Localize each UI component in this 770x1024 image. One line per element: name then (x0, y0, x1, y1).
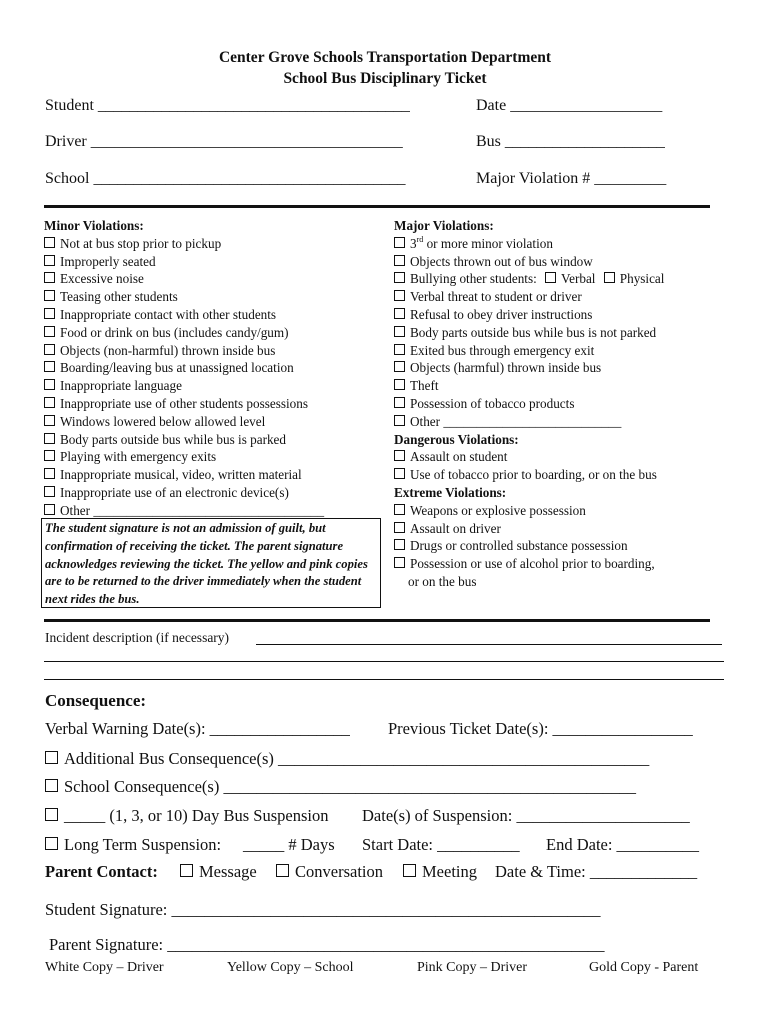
checkbox[interactable] (180, 864, 193, 877)
checkbox[interactable] (394, 397, 405, 408)
checkbox[interactable] (44, 290, 55, 301)
additional-bus-consequence-field[interactable]: Additional Bus Consequence(s) _____________________________________________ (45, 749, 649, 769)
long-term-suspension-field[interactable]: Long Term Suspension: (45, 835, 221, 855)
bus-field[interactable]: Bus ____________________ (476, 133, 665, 150)
checkbox[interactable] (394, 308, 405, 319)
section-divider (44, 619, 710, 622)
checkbox[interactable] (394, 361, 405, 372)
school-consequence-field[interactable]: School Consequence(s) __________________________________________________ (45, 777, 636, 797)
checkbox[interactable] (44, 308, 55, 319)
student-field[interactable]: Student _______________________________________ (45, 97, 410, 114)
checkbox-item[interactable]: Weapons or explosive possession (394, 502, 664, 520)
checkbox-item[interactable]: Theft (394, 377, 664, 395)
checkbox[interactable] (394, 539, 405, 550)
checkbox[interactable] (394, 272, 405, 283)
checkbox[interactable] (44, 397, 55, 408)
major-violation-number-field[interactable]: Major Violation # _________ (476, 170, 667, 187)
checkbox-item[interactable]: Use of tobacco prior to boarding, or on the bus (394, 466, 664, 484)
checkbox-item[interactable]: Objects (non-harmful) thrown inside bus (44, 342, 324, 360)
parent-signature-field[interactable]: Parent Signature: _____________________________________________________ (49, 935, 605, 954)
minor-violations-column (44, 217, 324, 520)
suspension-dates-field[interactable]: Date(s) of Suspension: _____________________ (362, 806, 690, 825)
checkbox-item[interactable]: Verbal threat to student or driver (394, 288, 664, 306)
incident-line[interactable] (44, 661, 724, 662)
checkbox[interactable] (44, 361, 55, 372)
checkbox-item[interactable]: Body parts outside bus while bus is parked (44, 431, 324, 449)
section-divider (44, 205, 710, 208)
checkbox-item[interactable]: Objects thrown out of bus window (394, 253, 664, 271)
checkbox-item[interactable]: Inappropriate use of an electronic device(s) (44, 484, 324, 502)
contact-date-time-field[interactable]: Date & Time: _____________ (495, 862, 698, 881)
conversation-option[interactable]: Conversation (276, 862, 383, 882)
checkbox[interactable] (44, 344, 55, 355)
long-term-days-field[interactable]: _____ # Days (243, 835, 335, 854)
minor-violations-heading: Minor Violations: (44, 218, 144, 233)
checkbox-item[interactable]: Playing with emergency exits (44, 448, 324, 466)
incident-line[interactable] (256, 644, 722, 645)
checkbox-item[interactable]: Food or drink on bus (includes candy/gum) (44, 324, 324, 342)
checkbox[interactable] (44, 504, 55, 515)
checkbox-item[interactable]: Inappropriate language (44, 377, 324, 395)
bus-suspension-field[interactable]: _____ (1, 3, or 10) Day Bus Suspension (45, 806, 328, 826)
gold-copy-label: Gold Copy - Parent (589, 960, 699, 975)
checkbox[interactable] (44, 272, 55, 283)
checkbox-item[interactable]: Drugs or controlled substance possession (394, 537, 664, 555)
checkbox[interactable] (44, 450, 55, 461)
checkbox-physical[interactable] (604, 272, 615, 283)
checkbox[interactable] (394, 504, 405, 515)
checkbox[interactable] (394, 379, 405, 390)
checkbox[interactable] (394, 522, 405, 533)
checkbox-item[interactable]: Assault on driver (394, 520, 664, 538)
checkbox-item[interactable]: Assault on student (394, 448, 664, 466)
checkbox[interactable] (44, 255, 55, 266)
incident-description-label: Incident description (if necessary) (45, 630, 230, 645)
checkbox-item[interactable]: Bullying other students: Verbal Physical (394, 270, 664, 288)
meeting-option[interactable]: Meeting (403, 862, 477, 882)
checkbox-item-other[interactable]: Other ___________________________________ (44, 502, 324, 520)
checkbox[interactable] (44, 379, 55, 390)
checkbox[interactable] (394, 290, 405, 301)
checkbox[interactable] (394, 237, 405, 248)
form-department-title: Center Grove Schools Transportation Department (218, 49, 552, 66)
checkbox[interactable] (394, 415, 405, 426)
checkbox-item[interactable]: Inappropriate use of other students possessions (44, 395, 324, 413)
checkbox[interactable] (44, 237, 55, 248)
checkbox[interactable] (403, 864, 416, 877)
checkbox[interactable] (276, 864, 289, 877)
checkbox[interactable] (45, 837, 58, 850)
checkbox[interactable] (394, 255, 405, 266)
checkbox-item[interactable]: Inappropriate musical, video, written material (44, 466, 324, 484)
checkbox-item-other[interactable]: Other ___________________________ (394, 413, 664, 431)
checkbox[interactable] (394, 344, 405, 355)
checkbox[interactable] (45, 808, 58, 821)
checkbox-item[interactable]: Refusal to obey driver instructions (394, 306, 664, 324)
checkbox-item[interactable]: Objects (harmful) thrown inside bus (394, 359, 664, 377)
school-field[interactable]: School _______________________________________ (45, 170, 406, 187)
checkbox-item[interactable]: Possession or use of alcohol prior to boarding, (394, 555, 664, 573)
date-field[interactable]: Date ___________________ (476, 97, 663, 114)
checkbox[interactable] (45, 751, 58, 764)
checkbox-item[interactable]: Possession of tobacco products (394, 395, 664, 413)
major-violations-column (394, 217, 664, 591)
signature-notice: The student signature is not an admission of guilt, but confirmation of receiving the ticket. The parent signature acknowledges reviewing the ticket. The yellow and pink copies are to be returned to the driver immediately when the student next rides the bus. (41, 518, 381, 608)
item-continuation: or on the bus (408, 573, 477, 589)
end-date-field[interactable]: End Date: __________ (546, 835, 700, 854)
checkbox[interactable] (44, 433, 55, 444)
checkbox-item[interactable]: Body parts outside bus while bus is not parked (394, 324, 664, 342)
major-violations-heading: Major Violations: (394, 218, 494, 233)
pink-copy-label: Pink Copy – Driver (417, 960, 528, 975)
checkbox-item[interactable]: Excessive noise (44, 270, 324, 288)
extreme-violations-heading: Extreme Violations: (394, 484, 507, 500)
student-signature-field[interactable]: Student Signature: ____________________________________________________ (45, 900, 601, 919)
parent-contact-label: Parent Contact: (45, 862, 158, 881)
checkbox[interactable] (44, 326, 55, 337)
checkbox[interactable] (45, 779, 58, 792)
checkbox-item[interactable]: Windows lowered below allowed level (44, 413, 324, 431)
driver-field[interactable]: Driver _______________________________________ (45, 133, 403, 150)
form-title: School Bus Disciplinary Ticket (283, 70, 487, 87)
checkbox-item[interactable]: Improperly seated (44, 253, 324, 271)
checkbox-item[interactable]: 3rd or more minor violation (394, 235, 664, 253)
checkbox-item[interactable]: Not at bus stop prior to pickup (44, 235, 324, 253)
checkbox[interactable] (394, 468, 405, 479)
start-date-field[interactable]: Start Date: __________ (362, 835, 520, 854)
checkbox[interactable] (394, 557, 405, 568)
checkbox[interactable] (394, 326, 405, 337)
dangerous-violations-heading: Dangerous Violations: (394, 431, 519, 447)
checkbox[interactable] (44, 486, 55, 497)
white-copy-label: White Copy – Driver (45, 960, 164, 975)
checkbox-verbal[interactable] (545, 272, 556, 283)
checkbox[interactable] (394, 450, 405, 461)
checkbox[interactable] (44, 415, 55, 426)
yellow-copy-label: Yellow Copy – School (227, 960, 354, 975)
checkbox[interactable] (44, 468, 55, 479)
incident-line[interactable] (44, 679, 724, 680)
consequence-heading: Consequence: (45, 691, 147, 710)
checkbox-item[interactable]: Inappropriate contact with other students (44, 306, 324, 324)
checkbox-item[interactable]: Boarding/leaving bus at unassigned location (44, 359, 324, 377)
verbal-warning-field[interactable]: Verbal Warning Date(s): _________________ (45, 719, 350, 738)
checkbox-item[interactable]: Exited bus through emergency exit (394, 342, 664, 360)
previous-ticket-field[interactable]: Previous Ticket Date(s): _________________ (388, 719, 693, 738)
message-option[interactable]: Message (180, 862, 257, 882)
checkbox-item[interactable]: Teasing other students (44, 288, 324, 306)
